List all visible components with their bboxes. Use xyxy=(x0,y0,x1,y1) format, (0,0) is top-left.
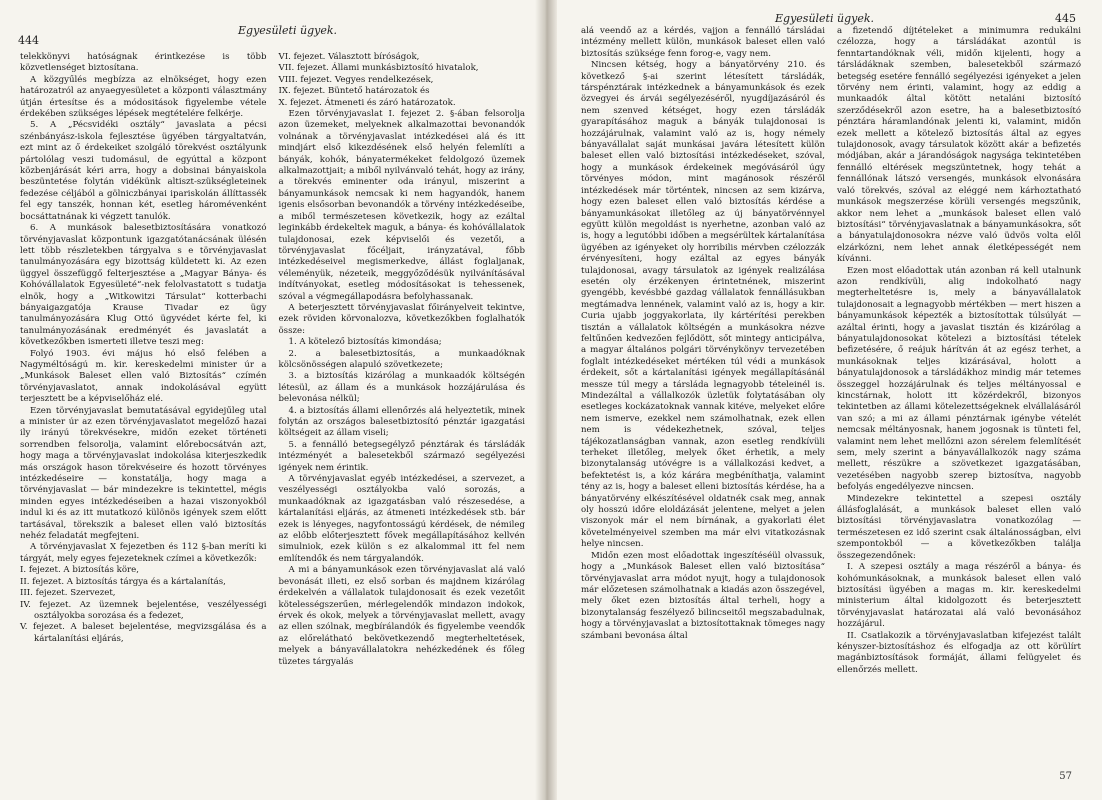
list-item: II. fejezet. A biztosítás tárgya és a kártalanítás, xyxy=(20,576,226,587)
paragraph: 5. a fennálló betegsegélyző pénztárak és társládák intézményét a balesetekből származó segélyezési igények nem érintik. xyxy=(278,439,525,473)
list-item: VIII. fejezet. Vegyes rendelkezések, xyxy=(278,74,434,85)
paragraph: Folyó 1903. évi május hó első felében a Nagyméltóságú m. kir. kereskedelmi minister úr a „Munkások Baleset ellen való Biztosítás“ czímén törvényjavaslatot, annak indokolásával együtt terjesztett be a képviselőház elé. xyxy=(20,348,267,405)
book-gutter xyxy=(535,0,557,800)
paragraph: Nincsen kétség, hogy a bányatörvény 210. és következő §-ai szerint létesített társládák, társpénztárak intézkednek a bányamunkások és ezek özvegyei és árvái segélyezéséről, nyugdíjazásáról és nem szenved kétséget, hogy ezen társládák gyarapításához maguk a bányák tulajdonosai is hozzájárulnak, valamint való az is, hogy némely bányavállalat saját munkásai javára létesített külön baleset ellen való biztosítási intézkedéseket, szóval, hogy a munkások érdekeinek megóvásáról úgy törvényes módon, mint magánosok részéről intézkedések már történtek, nincsen az sem kizárva, hogy ezen baleset ellen való biztosítás kérdése a bányamunkásokat illetőleg az új bányatörvénnyel együtt külön megoldást is nyerhetne, azonban való az is, hogy a legutóbbi időben a megsérültek kártalanítása ügyében az igényeket oly horribilis mérvben czélozzák érvényesíteni, hogy ezáltal az egyes bányák tulajdonosai, avagy társulatok az igények realizálása esetén oly érzékenyen érintetnének, miszerint gyengébb, kevésbbé gazdag vállalatok fennállásukban megtámadva lennének, valamint való az is, hogy a kir. Curia ujabb joggyakorlata, ily kártérítési perekben tisztán a vállalatok költségén a munkásokra nézve feltűnően kedvezően fejlődött, sőt mintegy anticipálva, a magyar általános polgári törvénykönyv tervezetében foglalt intézkedéseket mértéken túl védi a munkások érdekeit, sőt a kártalanítási igények megállapításánál messze túl megy a társláda legnagyobb tételeinél is. Mindezáltal a vállalkozók üzletük folytatásában oly esetleges kockázatoknak vannak kitéve, melyeket előre nem ismerve, ezekkel nem számolhatnak, ezek ellen nem is védekezhetnek, szóval, teljes tájékozatlanságban vannak, azon esetleg rendkívüli terheket illetőleg, melyek őket érhetik, a mely bizonytalanság utóvégre is a vállalkozási kedvet, a befektetést is, a kóz kárára megbéníthatja, valamint tény az is, hogy a baleset elleni biztosítás kérdése, ha a bányatörvény elkészítésével oldatnék csak meg, annak oly hosszú időre eloldázását jelentene, melyet a jelen viszonyok már el nem bírnának, a gyakorlati élet követelményeivel szemben ma már elvi vitatkozásnak helye nincsen. xyxy=(581,60,825,550)
paragraph: A beterjesztett törvényjavaslat főirányelveit tekintve, ezek röviden körvonalozva, következőkben foglalhatók össze: xyxy=(278,302,525,336)
running-head: Egyesületi ügyek. xyxy=(238,24,337,37)
text-columns xyxy=(20,52,525,668)
page-number: 444 xyxy=(18,34,39,47)
list-item: X. fejezet. Átmeneti és záró határozatok. xyxy=(278,97,456,108)
paragraph: 2. a balesetbiztosítás, a munkaadóknak kölcsönösségen alapuló szövetkezete; xyxy=(278,348,525,370)
paragraph: Midőn ezen most előadottak ingeszítéséül olvassuk, hogy a „Munkások Baleset ellen való biztosítása“ törvényjavaslat arra módot nyujt, hogy a tulajdonosok már előzetesen számolhatnak a kiadás azon összegével, mely őket ezen biztosítás által terheli, hogy a bizonytalanság feszélyező bilincseitől megszabadulnak, hogy a törvényjavaslat a biztosítottaknak tömeges nagy számbani bevonása által xyxy=(581,550,825,641)
paragraph: Ezen törvényjavaslat I. fejezet 2. §-ában felsorolja azon üzemeket, melyeknek alkalmazottai bevonandók volnának a törvényjavaslat intézkedései alá és itt mindjárt első kikezdésének első helyén felemlíti a bányák, kohók, bányatermékeket feldolgozó üzemek alkalmazottjait; a miből nyilvánvaló tehát, hogy az irány, a törekvés eminenter oda irányul, miszerint a bányamunkások nemcsak ki nem hagyandók, hanem igenis elsősorban bevonandók a törvény intézkedéseibe, a miből természetesen következik, hogy az ezáltal leginkább érdekeltek maguk, a bánya- és kohóvállalatok tulajdonosai, ezek képviselői és vezetői, a törvényjavaslat főcéljait, irányzatával, főbb intézkedéseivel megismerkedve, állást foglaljanak, véleményük, nézeteik, meggyőződésük nyilvánításával indítványokat, esetleg módosításokat is tehessenek, szóval a végmegállapodásra befolyhassanak. xyxy=(278,109,525,302)
chapter-list xyxy=(20,565,267,645)
paragraph: II. Csatlakozik a törvényjavaslatban kifejezést talált kényszer-biztosításhoz és elfogadja az ott körülírt magánbiztosítások formáját, állami felügyelet és ellenőrzés mellett. xyxy=(837,630,1081,675)
paragraph: 4. a biztosítás állami ellenőrzés alá helyeztetik, minek folytán az országos balesetbiztosító pénztár igazgatási költségeit az állam viseli; xyxy=(278,405,525,439)
list-item: VII. fejezet. Állami munkásbiztosító hivatalok, xyxy=(278,63,479,74)
column-2 xyxy=(279,52,526,668)
list-item: VI. fejezet. Választott bíróságok, xyxy=(278,52,420,62)
paragraph: 3. a biztosítás kizárólag a munkaadók költségén létesül, az állam és a munkások hozzájárulása és belevonása nélkül; xyxy=(278,371,525,405)
column-2 xyxy=(837,26,1081,676)
paragraph: I. A szepesi osztály a maga részéről a bánya- és kohómunkásoknak, a munkások baleset ellen való biztosítási ügyében a magas m. kir. kereskedelmi ministerium által kidolgozott és beterjesztett törvényjavaslat határozatai alá való bevonásához hozzájárul. xyxy=(837,562,1081,630)
paragraph: 1. A kötelező biztosítás kimondása; xyxy=(288,337,442,348)
paragraph: a fizetendő díjtételeket a minimumra redukálni czélozza, hogy a társládákat azontúl is fenntartandóknak véli, midőn kijelenti, hogy a társládáknak szemben, balesetekből származó betegség esetére fennálló segélyezési igényeket a jelen törvény nem érinti, valamint, hogy az eddig a munkaadók által kötött netaláni biztosító szerződésekről azon esetre, ha a balesetbiztosító pénztára háramlandónak jelenti ki, valamint, midőn ezek mellett a kötelező biztosítás által az egyes tulajdonosok, avagy társulatok között akár a befizetés módjában, akár a járandóságok nagysága tekintetében fennálló eltérések megszüntetnek, hogy tehát a fennállónak látszó versengés, munkások elvonására való törekvés, szóval az eléggé nem kárhoztatható munkások megszerzése körüli versengés megszűnik, akkor nem lehet a „munkások baleset ellen való biztosítási“ törvényjavaslatnak a bányamunkásokra, sőt a bányatulajdonosokra nézve való üdvös volta elől elzárkózni, nem lehet annak életképességét nem kívánni. xyxy=(837,26,1081,265)
paragraph: Ezen most előadottak után azonban rá kell utalnunk azon rendkívüli, alig indokolható nagy megterheltetésre is, mely a bányavállalatok tulajdonosait a legnagyobb mértékben — mert hiszen a bányamunkások képezték a biztosítottak túlsúlyát — azáltal érinti, hogy a javaslat tisztán és kizárólag a bányatulajdonosokat kötelezi a biztosítási tételek befizetésére, ő reájuk hárítván át az egész terhet, a munkásoknak teljes kizárásával, holott a bányatulajdonosok a társládákhoz mindig már tetemes összeggel hozzájárulnak és teljes méltányossal e kincstárnak, holott itt közérdekről, bizonyos tekintetben az állami kötelezettségeknek elvállalásáról van szó; a mi az állami pénztárnak igénybe vételét nemcsak méltányosnak, hanem jogosnak is tünteti fel, valamint nem lehet mellőzni azon sérelem felemlítését sem, mely szerint a bányavállalkozók nagy száma mellett, részükre a szövetkezet igazgatásában, vezetésében nagyobb szerep biztosítva, nagyobb befolyás engedélyezve nincsen. xyxy=(837,265,1081,493)
text-columns xyxy=(581,26,1081,676)
list-item: V. fejezet. A baleset bejelentése, megvizsgálása és a kártalanítási eljárás, xyxy=(20,622,267,644)
left-page xyxy=(0,0,543,800)
list-item: IX. fejezet. Büntető határozatok és xyxy=(278,86,430,97)
running-head: Egyesületi ügyek. xyxy=(775,12,874,25)
paragraph: Mindezekre tekintettel a szepesi osztály állásfoglalását, a munkások baleset ellen való biztosítási törvényjavaslatra vonatkozólag — természetesen ez idő szerint csak általánosságban, elvi szempontokból — a következőkben találja összegezendőnek: xyxy=(837,493,1081,561)
paragraph: 6. A munkások balesetbiztosítására vonatkozó törvényjavaslat központunk igazgatótanácsának ülésén lett több részletekben tárgyalva s e törvényjavaslat tanulmányozására egy bizottság küldetett ki. Az ezen üggyel összefüggő felterjesztése a „Magyar Bánya- és Kohóvállalatok Egyesületé“-nek felolvastatott s tudatja elnök, hogy a „Witkowitzi Társulat“ kotterbachi bányaigazgatója Krause Tivadar ez ügy tanulmányozására Klug Ottó ügyvédet kérte fel, ki tanulmányozásának eredményét és javaslatát a következőkben ismerteti illetve teszi meg: xyxy=(20,223,267,348)
signature-number: 57 xyxy=(1059,771,1072,782)
paragraph: A törvényjavaslat egyéb intézkedései, a szervezet, a veszélyességi osztályokba való sorozás, a munkaadóknak az igazgatásban való részesedése, a kártalanítási eljárás, az átmeneti intézkedések stb. bár ezek is lényeges, nagyfontosságú kérdések, de némileg az előbb előterjesztett fővek megállapításához kellvén simulniok, ezek külön s ez alkalommal itt fel nem említendők és nem tárgyalandók. xyxy=(278,474,525,564)
right-page xyxy=(543,0,1102,800)
page-number: 445 xyxy=(1055,12,1076,25)
list-item: IV. fejezet. Az üzemnek bejelentése, veszélyességi osztályokba sorozása és a fedezet, xyxy=(20,599,267,621)
column-1 xyxy=(20,52,267,668)
list-item: III. fejezet. Szervezet, xyxy=(20,588,116,599)
paragraph: Ezen törvényjavaslat bemutatásával egyidejűleg utal a minister úr az ezen törvényjavaslatot megelőző hazai ily irányú törekvésekre, midőn ezeket történeti sorrendben felsorolja, valamint előrebocsátván azt, hogy maga a törvényjavaslat indokolása kiterjeszkedik más országok hason törekvéseire és hozott törvényes intézkedéseire — konstatálja, hogy maga a törvényjavaslat — bár mindezekre is tekintettel, mégis minden egyes intézkedéseiben a hazai viszonyokból indul ki és az itt mutatkozó különös igények szem előtt tartásával, törekszik a baleset ellen való biztosítás nehéz feladatát megfejteni. xyxy=(20,405,267,542)
paragraph: A közgyűlés megbízza az elnökséget, hogy ezen határozatról az anyaegyesületet a központi választmány útján értesítse és a módositások figyelembe vétele érdekében szükséges lépések megtételére felkérje. xyxy=(20,74,267,120)
paragraph: A mi a bányamunkások ezen törvényjavaslat alá való bevonását illeti, ez első sorban és majdnem kizárólag érdekelvén a vállalatok tulajdonosait és ezek vezetőit kötelességszerűen, mérlegelendők mindazon indokok, érvek és okok, melyek a törvényjavaslat mellett, avagy az ellen szólnak, megbírálandók és figyelembe veendők az előrelátható bekövetkezendő megterheltetések, melyek a bányavállalatokra nehézkedének és főleg tüzetes tárgyalás xyxy=(278,565,525,667)
list-item: I. fejezet. A biztosítás köre, xyxy=(20,565,139,576)
chapter-list xyxy=(279,52,526,109)
paragraph: 5. A „Pécsvidéki osztály“ javaslata a pécsi szénbányász-iskola fejlesztése ügyében tárgyaltatván, ezt mint az ő érdekeiket szolgáló törekvést osztályunk pártolólag veszi tudomásul, de egyúttal a központ közbenjárását kéri arra, hogy a dobsinai bányaiskola beszüntetése folytán vidékünk altiszt-szükségleteinek fedezése céljából a gölniczbányai ipariskolán állíttassék fel egy tanszék, honnan két, esetleg háromévenként bocsáttatnának ki végzett tanulók. xyxy=(20,120,267,222)
paragraph: telekkönyvi hatóságnak érintkezése is több közvetlenséget biztosítana. xyxy=(20,52,267,74)
paragraph: A törvényjavaslat X fejezetben és 112 §-ban meríti ki tárgyát, mely egyes fejezeteknek czímei a következők: xyxy=(20,542,267,564)
column-1 xyxy=(581,26,825,676)
paragraph: alá veendő az a kérdés, vajjon a fennálló társládai intézmény mellett külön, munkások baleset ellen való biztosítás szüksége fenn forog-e, vagy nem. xyxy=(581,26,825,59)
